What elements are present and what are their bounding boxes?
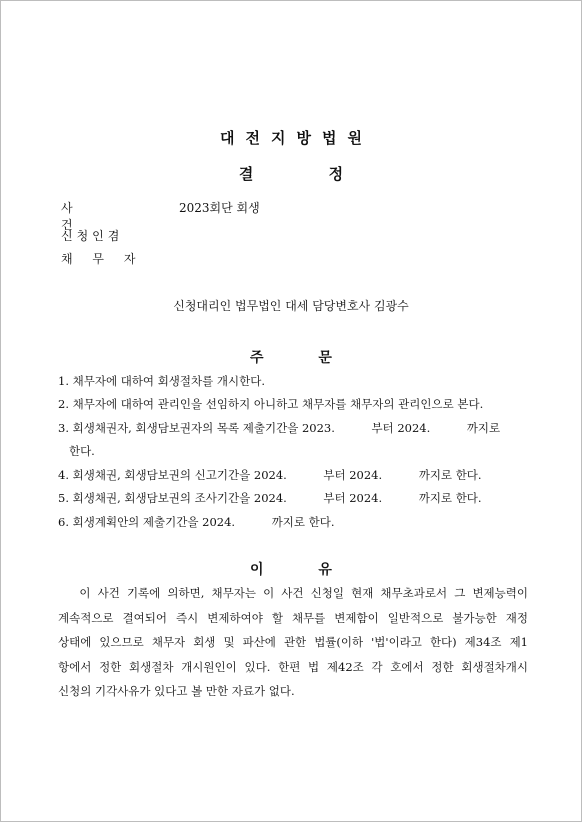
reasons-heading: 이 유 <box>250 562 332 578</box>
order-item: 한다. <box>58 444 95 458</box>
debtor-label: 채 무 자 <box>61 252 136 266</box>
order-item: 2. 채무자에 대하여 관리인을 선임하지 아니하고 채무자를 채무자의 관리인으로 본다. <box>58 397 484 411</box>
applicant-row <box>61 227 123 244</box>
case-label: 사 건 <box>61 201 73 232</box>
applicant-label: 신청인겸 <box>61 229 124 243</box>
debtor-row <box>61 250 135 267</box>
document-type-title: 결 정 <box>238 165 344 183</box>
reason-line: 신청의 기각사유가 있다고 볼 만한 자료가 없다. <box>58 684 295 698</box>
representative-agent: 신청대리인 법무법인 대세 담당변호사 김광수 <box>173 299 409 313</box>
order-item: 5. 회생채권, 회생담보권의 조사기간을 2024. 부터 2024. 까지로 한다. <box>58 491 482 505</box>
court-title: 대전지방법원 <box>220 129 373 147</box>
reason-line: 상태에 있으므로 채무자 회생 및 파산에 관한 법률(이하 '법'이라고 한다) 제34조 제1 <box>58 635 528 649</box>
order-item: 4. 회생채권, 회생담보권의 신고기간을 2024. 부터 2024. 까지로 한다. <box>58 468 482 482</box>
order-item: 6. 회생계획안의 제출기간을 2024. 까지로 한다. <box>58 515 335 529</box>
reason-line: 이 사건 기록에 의하면, 채무자는 이 사건 신청일 현재 채무초과로서 그 변제능력이 <box>58 586 528 600</box>
case-number: 2023회단 회생 <box>179 201 260 215</box>
order-item: 3. 회생채권자, 회생담보권자의 목록 제출기간을 2023. 부터 2024. 까지로 <box>58 421 501 435</box>
reason-line: 항에서 정한 회생절차 개시원인이 있다. 한편 법 제42조 각 호에서 정한 회생절차개시 <box>58 659 528 674</box>
reasons-body <box>58 581 528 704</box>
order-heading: 주 문 <box>250 350 332 366</box>
reason-line: 계속적으로 결여되어 즉시 변제하여야 할 채무를 변제함이 일반적으로 불가능한 재정 <box>58 610 528 625</box>
order-item: 1. 채무자에 대하여 회생절차를 개시한다. <box>58 374 265 388</box>
